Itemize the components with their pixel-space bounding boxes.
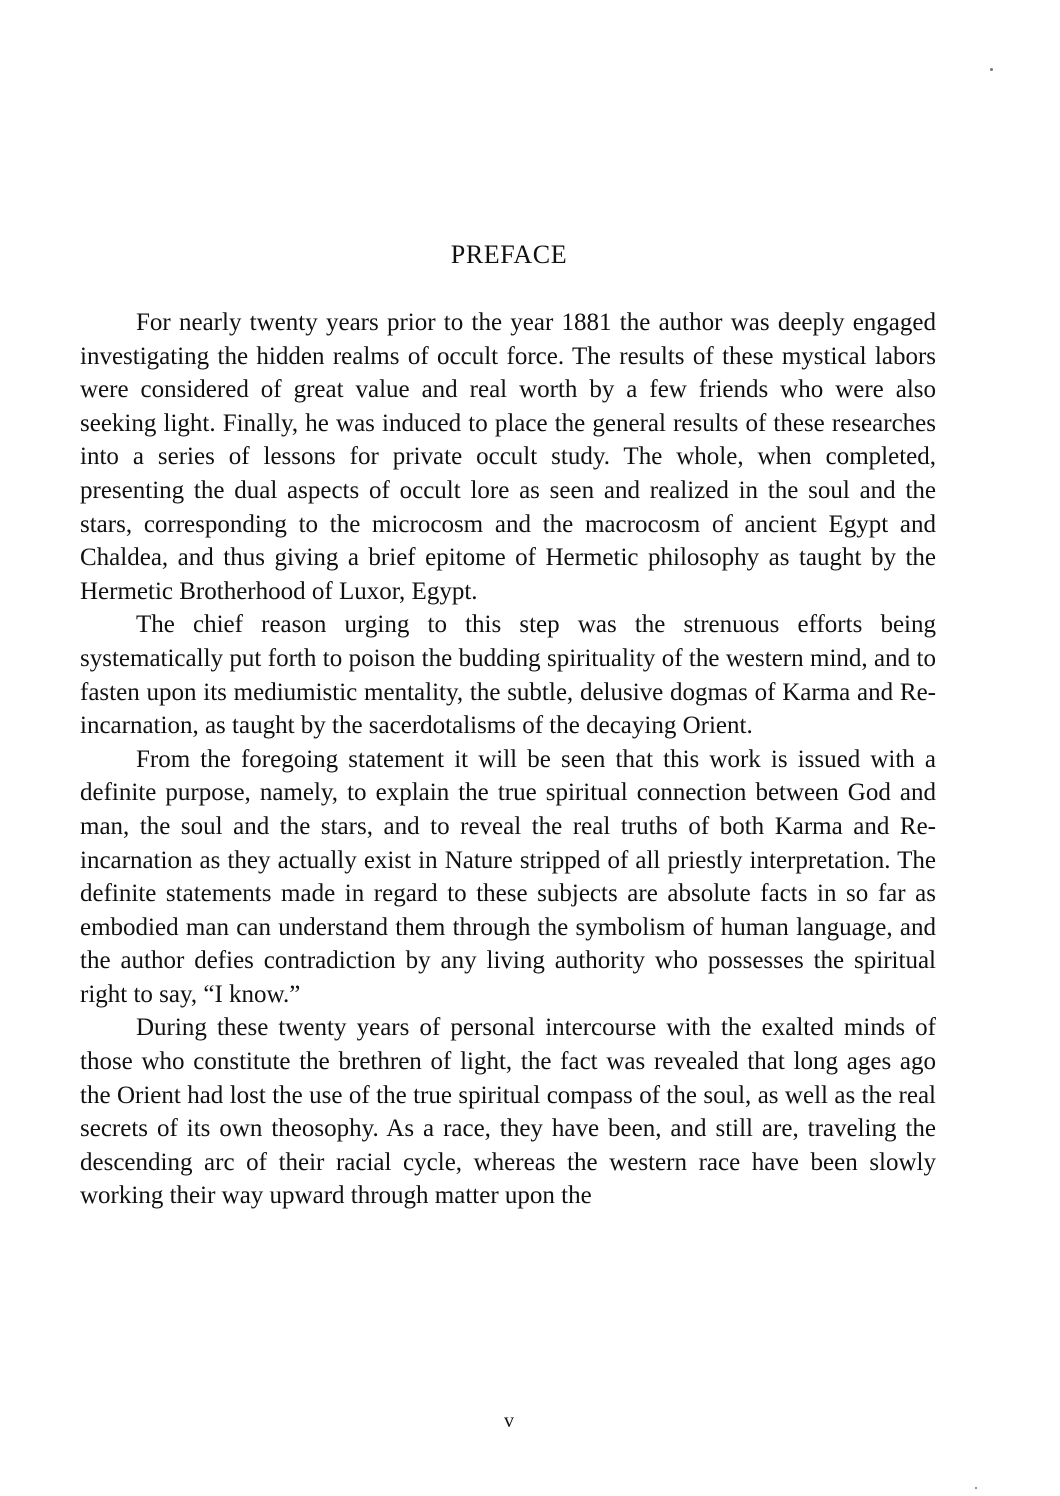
page-number: v (504, 1410, 514, 1432)
scan-speck (990, 68, 993, 71)
paragraph-2: The chief reason urging to this step was the strenuous efforts being systematically put forth to poison the budding spirituality of the western mind, and to fasten upon its mediumistic mentality, the subtle, delusive dogmas of Karma and Re-incarnation, as taught by the sacerdotalisms of the decaying Orient. (80, 611, 936, 740)
scan-speck (975, 1487, 977, 1489)
page-title: PREFACE (450, 240, 568, 269)
paragraph-1: For nearly twenty years prior to the year 1881 the author was deeply engaged investigating the hidden realms of occult force. The results of these mystical labors were considered of great value and real worth by a few friends who were also seeking light. Finally, he was induced to place the general results of these researches into a series of lessons for private occult study. The whole, when completed, presenting the dual aspects of occult lore as seen and realized in the soul and the stars, corresponding to the microcosm and the macrocosm of ancient Egypt and Chaldea, and thus giving a brief epitome of Hermetic philosophy as taught by the Hermetic Brotherhood of Luxor, Egypt. (80, 309, 936, 605)
preface-body (80, 306, 936, 1213)
paragraph-3: From the foregoing statement it will be seen that this work is issued with a definite purpose, namely, to explain the true spiritual connection between God and man, the soul and the stars, and to reveal the real truths of both Karma and Re-incarnation as they actually exist in Nature stripped of all priestly interpretation. The definite statements made in regard to these subjects are absolute facts in so far as embodied man can understand them through the symbolism of human language, and the author defies contradiction by any living authority who possesses the spiritual right to say, “I know.” (80, 745, 936, 1008)
paragraph-4: During these twenty years of personal intercourse with the exalted minds of those who constitute the brethren of light, the fact was revealed that long ages ago the Orient had lost the use of the true spiritual compass of the soul, as well as the real secrets of its own theosophy. As a race, they have been, and still are, traveling the descending arc of their racial cycle, whereas the western race have been slowly working their way upward through matter upon the (80, 1014, 936, 1210)
